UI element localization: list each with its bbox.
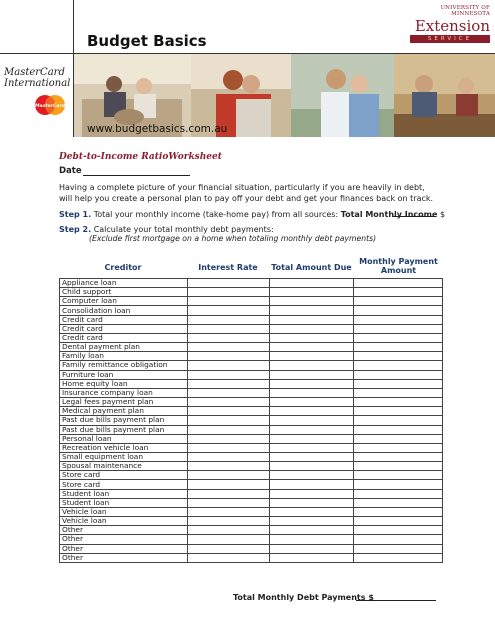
interest-rate-cell[interactable]: [187, 480, 269, 489]
table-row: [60, 498, 443, 507]
monthly-payment-cell[interactable]: [354, 498, 443, 507]
table-row: [60, 507, 443, 516]
total-amount-due-cell[interactable]: [269, 443, 354, 452]
creditor-cell: Credit card: [60, 315, 188, 324]
debt-table: [59, 278, 443, 563]
table-row: [60, 279, 443, 288]
creditor-cell: Store card: [60, 471, 188, 480]
monthly-payment-cell[interactable]: [354, 279, 443, 288]
monthly-payment-cell[interactable]: [354, 306, 443, 315]
creditor-cell: Home equity loan: [60, 379, 188, 388]
total-amount-due-cell[interactable]: [269, 489, 354, 498]
creditor-cell: Family remittance obligation: [60, 361, 188, 370]
creditor-cell: Other: [60, 544, 188, 553]
table-row: [60, 443, 443, 452]
monthly-payment-cell[interactable]: [354, 370, 443, 379]
total-amount-due-cell[interactable]: [269, 498, 354, 507]
total-monthly-income-field[interactable]: [393, 216, 436, 217]
creditor-cell: Legal fees payment plan: [60, 398, 188, 407]
monthly-payment-cell[interactable]: [354, 535, 443, 544]
interest-rate-cell[interactable]: [187, 297, 269, 306]
table-row: [60, 398, 443, 407]
column-header-monthly-payment: Monthly Payment Amount: [359, 257, 438, 275]
creditor-cell: Past due bills payment plan: [60, 416, 188, 425]
total-amount-due-cell[interactable]: [269, 370, 354, 379]
creditor-cell: Other: [60, 553, 188, 562]
total-amount-due-cell[interactable]: [269, 553, 354, 562]
interest-rate-cell[interactable]: [187, 306, 269, 315]
total-amount-due-cell[interactable]: [269, 517, 354, 526]
total-amount-due-cell[interactable]: [269, 315, 354, 324]
monthly-payment-cell[interactable]: [354, 517, 443, 526]
column-header-creditor: Creditor: [104, 263, 142, 272]
creditor-cell: Furniture loan: [60, 370, 188, 379]
family-at-table-photo: [394, 54, 495, 137]
debt-table-body: [60, 279, 443, 563]
total-monthly-debt-field[interactable]: [356, 600, 436, 601]
table-row: [60, 489, 443, 498]
total-amount-due-cell[interactable]: [269, 306, 354, 315]
interest-rate-cell[interactable]: [187, 352, 269, 361]
total-amount-due-cell[interactable]: [269, 535, 354, 544]
creditor-cell: Personal loan: [60, 434, 188, 443]
table-row: [60, 352, 443, 361]
table-row: [60, 343, 443, 352]
monthly-payment-cell[interactable]: [354, 434, 443, 443]
monthly-payment-cell[interactable]: [354, 526, 443, 535]
table-row: [60, 315, 443, 324]
table-row: [60, 306, 443, 315]
interest-rate-cell[interactable]: [187, 507, 269, 516]
monthly-payment-cell[interactable]: [354, 407, 443, 416]
total-amount-due-cell[interactable]: [269, 407, 354, 416]
interest-rate-cell[interactable]: [187, 462, 269, 471]
table-row: [60, 324, 443, 333]
table-row: [60, 297, 443, 306]
creditor-cell: Student loan: [60, 498, 188, 507]
monthly-payment-cell[interactable]: [354, 333, 443, 342]
interest-rate-cell[interactable]: [187, 471, 269, 480]
creditor-cell: Appliance loan: [60, 279, 188, 288]
monthly-payment-cell[interactable]: [354, 361, 443, 370]
total-amount-due-cell[interactable]: [269, 398, 354, 407]
creditor-cell: Recreation vehicle loan: [60, 443, 188, 452]
monthly-payment-cell[interactable]: [354, 297, 443, 306]
table-row: [60, 471, 443, 480]
table-row: [60, 544, 443, 553]
total-amount-due-cell[interactable]: [269, 507, 354, 516]
total-amount-due-cell[interactable]: [269, 416, 354, 425]
monthly-payment-cell[interactable]: [354, 480, 443, 489]
interest-rate-cell[interactable]: [187, 526, 269, 535]
total-amount-due-cell[interactable]: [269, 343, 354, 352]
interest-rate-cell[interactable]: [187, 434, 269, 443]
table-row: [60, 425, 443, 434]
monthly-payment-cell[interactable]: [354, 416, 443, 425]
creditor-cell: Computer loan: [60, 297, 188, 306]
table-row: [60, 462, 443, 471]
creditor-cell: Consolidation loan: [60, 306, 188, 315]
creditor-cell: Past due bills payment plan: [60, 425, 188, 434]
creditor-cell: Vehicle loan: [60, 517, 188, 526]
intro-paragraph: Having a complete picture of your financial situation, particularly if you are heavily in debt, will help you create a personal plan to pay off your debt and get your finances back on track.: [59, 183, 434, 203]
interest-rate-cell[interactable]: [187, 361, 269, 370]
interest-rate-cell[interactable]: [187, 535, 269, 544]
mastercard-logo-icon: [33, 94, 67, 116]
interest-rate-cell[interactable]: [187, 279, 269, 288]
sponsor-name: MasterCard International: [4, 67, 71, 89]
total-amount-due-cell[interactable]: [269, 388, 354, 397]
interest-rate-cell[interactable]: [187, 398, 269, 407]
monthly-payment-cell[interactable]: [354, 379, 443, 388]
monthly-payment-cell[interactable]: [354, 553, 443, 562]
table-row: [60, 288, 443, 297]
creditor-cell: Student loan: [60, 489, 188, 498]
total-amount-due-cell[interactable]: [269, 352, 354, 361]
table-row: [60, 452, 443, 461]
column-header-total-amount-due: Total Amount Due: [271, 263, 352, 272]
total-amount-due-cell[interactable]: [269, 480, 354, 489]
interest-rate-cell[interactable]: [187, 379, 269, 388]
creditor-cell: Credit card: [60, 324, 188, 333]
monthly-payment-cell[interactable]: [354, 324, 443, 333]
creditor-cell: Insurance company loan: [60, 388, 188, 397]
table-row: [60, 526, 443, 535]
monthly-payment-cell[interactable]: [354, 471, 443, 480]
interest-rate-cell[interactable]: [187, 517, 269, 526]
table-row: [60, 480, 443, 489]
table-row: [60, 535, 443, 544]
total-amount-due-cell[interactable]: [269, 379, 354, 388]
table-row: [60, 434, 443, 443]
total-amount-due-cell[interactable]: [269, 279, 354, 288]
monthly-payment-cell[interactable]: [354, 315, 443, 324]
creditor-cell: Other: [60, 526, 188, 535]
total-amount-due-cell[interactable]: [269, 434, 354, 443]
university-extension-logo: UNIVERSITY OF MINNESOTA Extension SERVICE: [410, 5, 490, 43]
total-monthly-debt-label: Total Monthly Debt Payments $: [233, 593, 374, 602]
monthly-payment-cell[interactable]: [354, 452, 443, 461]
total-amount-due-cell[interactable]: [269, 425, 354, 434]
step-2-note: (Exclude first mortgage on a home when totaling monthly debt payments): [89, 234, 377, 243]
creditor-cell: Credit card: [60, 333, 188, 342]
total-amount-due-cell[interactable]: [269, 361, 354, 370]
creditor-cell: Family loan: [60, 352, 188, 361]
website-url[interactable]: www.budgetbasics.com.au: [87, 123, 228, 135]
interest-rate-cell[interactable]: [187, 553, 269, 562]
interest-rate-cell[interactable]: [187, 416, 269, 425]
date-label: Date: [59, 166, 82, 176]
creditor-cell: Small equipment loan: [60, 452, 188, 461]
interest-rate-cell[interactable]: [187, 388, 269, 397]
interest-rate-cell[interactable]: [187, 288, 269, 297]
monthly-payment-cell[interactable]: [354, 343, 443, 352]
table-row: [60, 370, 443, 379]
monthly-payment-cell[interactable]: [354, 288, 443, 297]
interest-rate-cell[interactable]: [187, 407, 269, 416]
total-amount-due-cell[interactable]: [269, 452, 354, 461]
creditor-cell: Dental payment plan: [60, 343, 188, 352]
total-amount-due-cell[interactable]: [269, 526, 354, 535]
creditor-cell: Child support: [60, 288, 188, 297]
monthly-payment-cell[interactable]: [354, 489, 443, 498]
interest-rate-cell[interactable]: [187, 343, 269, 352]
svg-text:MasterCard: MasterCard: [34, 104, 66, 109]
monthly-payment-cell[interactable]: [354, 443, 443, 452]
monthly-payment-cell[interactable]: [354, 544, 443, 553]
monthly-payment-cell[interactable]: [354, 425, 443, 434]
creditor-cell: Spousal maintenance: [60, 462, 188, 471]
creditor-cell: Vehicle loan: [60, 507, 188, 516]
couple-smiling-photo: [291, 54, 394, 137]
table-row: [60, 553, 443, 562]
interest-rate-cell[interactable]: [187, 489, 269, 498]
interest-rate-cell[interactable]: [187, 370, 269, 379]
column-header-interest-rate: Interest Rate: [198, 263, 258, 272]
total-amount-due-cell[interactable]: [269, 288, 354, 297]
total-amount-due-cell[interactable]: [269, 544, 354, 553]
total-amount-due-cell[interactable]: [269, 324, 354, 333]
monthly-payment-cell[interactable]: [354, 352, 443, 361]
creditor-cell: Other: [60, 535, 188, 544]
interest-rate-cell[interactable]: [187, 443, 269, 452]
total-amount-due-cell[interactable]: [269, 333, 354, 342]
interest-rate-cell[interactable]: [187, 315, 269, 324]
total-amount-due-cell[interactable]: [269, 462, 354, 471]
interest-rate-cell[interactable]: [187, 498, 269, 507]
table-row: [60, 407, 443, 416]
page-title: Budget Basics: [87, 32, 207, 50]
creditor-cell: Medical payment plan: [60, 407, 188, 416]
table-row: [60, 416, 443, 425]
table-row: [60, 517, 443, 526]
table-row: [60, 361, 443, 370]
step-1: Step 1. Total your monthly income (take-home pay) from all sources: Total Monthly Income $: [59, 210, 446, 219]
interest-rate-cell[interactable]: [187, 452, 269, 461]
interest-rate-cell[interactable]: [187, 324, 269, 333]
interest-rate-cell[interactable]: [187, 544, 269, 553]
table-row: [60, 333, 443, 342]
monthly-payment-cell[interactable]: [354, 398, 443, 407]
monthly-payment-cell[interactable]: [354, 462, 443, 471]
date-field[interactable]: [83, 175, 190, 176]
table-row: [60, 388, 443, 397]
worksheet-title: Debt-to-Income RatioWorksheet: [59, 152, 222, 162]
monthly-payment-cell[interactable]: [354, 388, 443, 397]
total-amount-due-cell[interactable]: [269, 471, 354, 480]
interest-rate-cell[interactable]: [187, 425, 269, 434]
interest-rate-cell[interactable]: [187, 333, 269, 342]
step-2: Step 2. Calculate your total monthly debt payments:: [59, 225, 274, 234]
monthly-payment-cell[interactable]: [354, 507, 443, 516]
creditor-cell: Store card: [60, 480, 188, 489]
table-row: [60, 379, 443, 388]
total-amount-due-cell[interactable]: [269, 297, 354, 306]
